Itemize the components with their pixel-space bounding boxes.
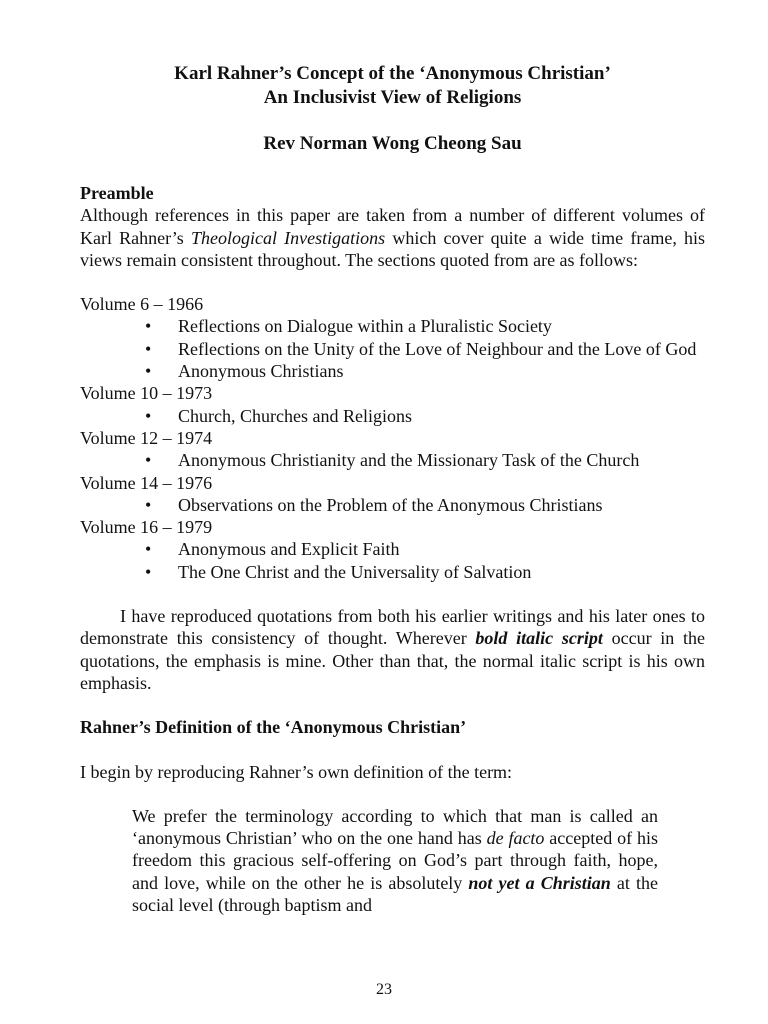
volume-label: Volume 12 – 1974	[80, 427, 213, 448]
list-item: • Observations on the Problem of the Anonymous Christians	[145, 494, 603, 515]
volume-items	[80, 449, 705, 471]
page-number: 23	[376, 981, 392, 998]
bullet-icon: •	[145, 361, 152, 382]
volume-items	[80, 405, 705, 427]
volume-items	[80, 494, 705, 516]
preamble-italic-title: Theological Investigations	[191, 227, 386, 248]
preamble-text-1: Although references in this paper are taken from a number of different volumes of Karl Rahner’s	[80, 205, 705, 248]
volume-label: Volume 10 – 1973	[80, 383, 213, 404]
bullet-icon: •	[145, 405, 152, 426]
list-item: • The One Christ and the Universality of Salvation	[145, 561, 532, 582]
volume-items	[80, 315, 705, 382]
bold-italic-phrase: bold italic script	[475, 628, 603, 649]
volume-list	[80, 293, 705, 583]
quote-bold-italic-phrase: not yet a Christian	[468, 872, 611, 893]
bullet-icon: •	[145, 338, 152, 359]
list-item: • Reflections on Dialogue within a Pluralistic Society	[145, 316, 552, 337]
bullet-icon: •	[145, 539, 152, 560]
bullet-icon: •	[145, 494, 152, 515]
volume-label: Volume 6 – 1966	[80, 294, 204, 315]
intro-paragraph: I begin by reproducing Rahner’s own definition of the term:	[80, 761, 513, 782]
list-item: • Church, Churches and Religions	[145, 405, 412, 426]
list-item: • Anonymous Christians	[145, 361, 344, 382]
block-quote: We prefer the terminology according to which that man is called an ‘anonymous Christian’ who on the one hand has de facto accepted of his freedom this gracious self-offering on God’s part through faith, hope, and love, while on the other he is absolutely not yet a Christian at the social level (through baptism and	[132, 805, 658, 916]
emphasis-paragraph: I have reproduced quotations from both his earlier writings and his later ones to demonstrate this consistency of thought. Wherever bold italic script occur in the quotations, the emphasis is mine. Other than that, the normal italic script is his own emphasis.	[80, 606, 706, 693]
list-item: • Anonymous and Explicit Faith	[145, 539, 400, 560]
bullet-icon: •	[145, 450, 152, 471]
preamble-heading: Preamble	[80, 183, 154, 203]
volume-label: Volume 14 – 1976	[80, 472, 213, 493]
bullet-icon: •	[145, 316, 152, 337]
volume-label: Volume 16 – 1979	[80, 517, 213, 538]
preamble-text-2: which cover quite a wide time frame, his views remain consistent throughout. The sections quoted from are as follows:	[80, 227, 706, 270]
quote-italic-phrase: de facto	[486, 828, 545, 849]
list-item: • Anonymous Christianity and the Missionary Task of the Church	[145, 450, 640, 471]
section-heading: Rahner’s Definition of the ‘Anonymous Christian’	[80, 717, 467, 738]
title-line-2: An Inclusivist View of Religions	[263, 87, 522, 108]
page-content	[80, 62, 705, 916]
list-item: • Reflections on the Unity of the Love of Neighbour and the Love of God	[145, 338, 697, 359]
preamble-paragraph	[80, 204, 705, 271]
bullet-icon: •	[145, 561, 152, 582]
volume-items	[80, 538, 705, 583]
title-line-1: Karl Rahner’s Concept of the ‘Anonymous Christian’	[174, 63, 611, 84]
author-name: Rev Norman Wong Cheong Sau	[263, 133, 522, 154]
